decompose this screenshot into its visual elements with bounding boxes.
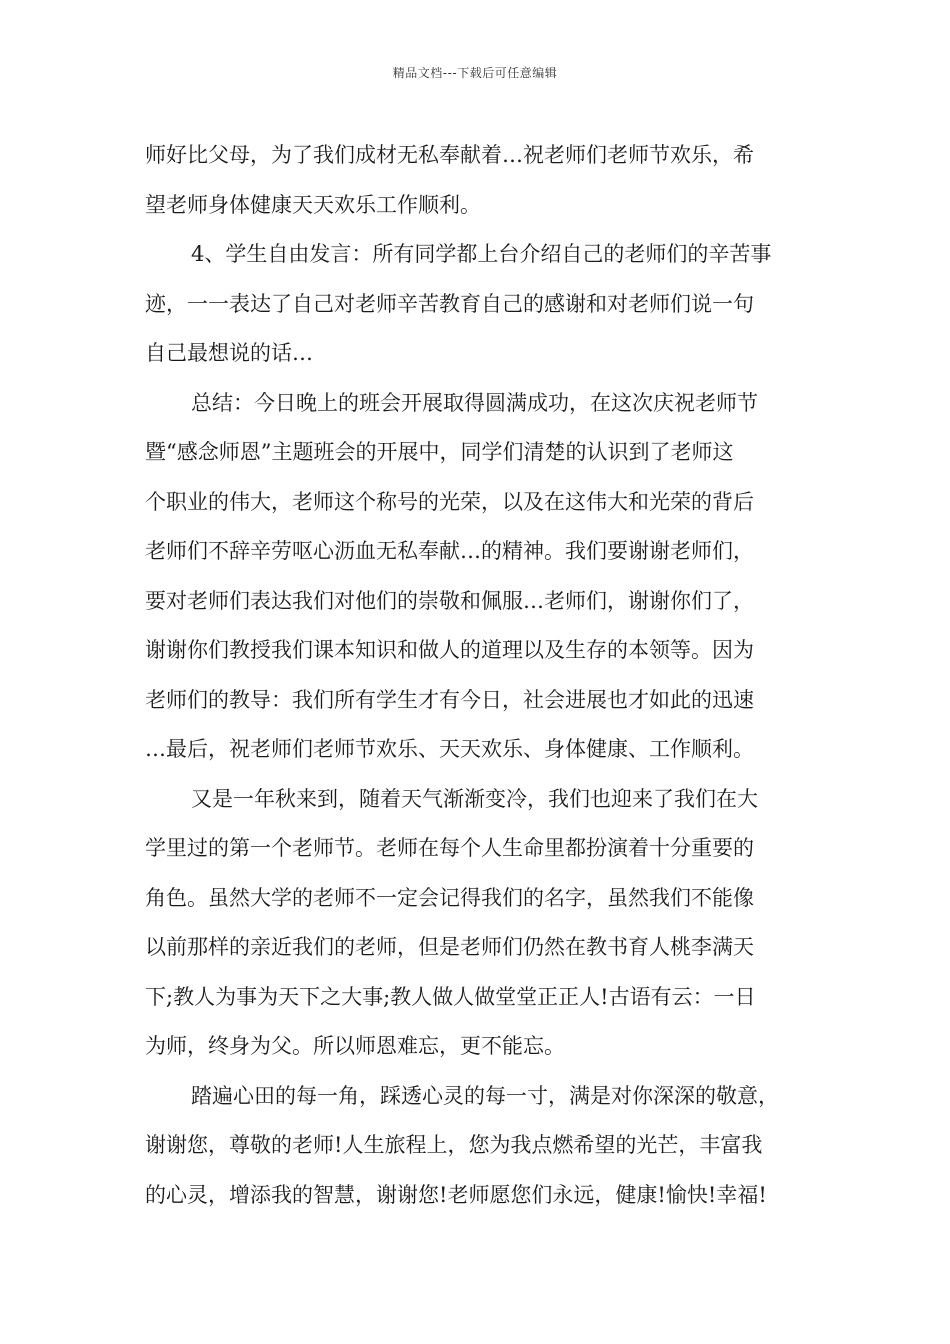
text-line: 4、学生自由发言：所有同学都上台介绍自己的老师们的辛苦事 [191, 242, 772, 266]
text-line: 为师，终身为父。所以师恩难忘，更不能忘。 [145, 1034, 565, 1058]
text-line: 角色。虽然大学的老师不一定会记得我们的名字，虽然我们不能像 [145, 885, 754, 910]
text-line: 总结：今日晚上的班会开展取得圆满成功，在这次庆祝老师节 [191, 390, 758, 415]
text-line: 又是一年秋来到，随着天气渐渐变冷，我们也迎来了我们在大 [191, 786, 758, 811]
text-line: …最后，祝老师们老师节欢乐、天天欢乐、身体健康、工作顺利。 [145, 737, 754, 761]
paragraph-2 [145, 230, 805, 379]
paragraph-5 [145, 1072, 805, 1221]
text-line: 个职业的伟大，老师这个称号的光荣，以及在这伟大和光荣的背后 [145, 489, 754, 514]
text-line: 踏遍心田的每一角，踩透心灵的每一寸，满是对你深深的敬意， [191, 1083, 779, 1108]
text-line: 学里过的第一个老师节。老师在每个人生命里都扮演着十分重要的 [145, 836, 754, 860]
text-line: 望老师身体健康天天欢乐工作顺利。 [145, 192, 481, 217]
text-line: 谢谢你们教授我们课本知识和做人的道理以及生存的本领等。因为 [145, 638, 754, 662]
text-line: 以前那样的亲近我们的老师，但是老师们仍然在教书育人桃李满天 [145, 935, 754, 959]
text-line: 自己最想说的话… [145, 341, 313, 365]
page-header: 精品文档---下载后可任意编辑 [392, 66, 558, 80]
document-body [145, 131, 805, 1220]
paragraph-1 [145, 131, 805, 230]
text-line: 谢谢您，尊敬的老师!人生旅程上，您为我点燃希望的光芒，丰富我 [145, 1133, 763, 1157]
text-line: 要对老师们表达我们对他们的崇敬和佩服…老师们，谢谢你们了， [145, 588, 754, 613]
text-line: 老师们不辞辛劳呕心沥血无私奉献…的精神。我们要谢谢老师们， [145, 539, 754, 563]
text-line: 下;教人为事为天下之大事;教人做人做堂堂正正人!古语有云：一日 [145, 984, 756, 1009]
text-line: 师好比父母，为了我们成材无私奉献着…祝老师们老师节欢乐，希 [145, 143, 754, 167]
paragraph-4 [145, 775, 805, 1072]
text-line: 的心灵，增添我的智慧，谢谢您!老师愿您们永远，健康!愉快!幸福! [145, 1182, 767, 1207]
text-line: 迹，一一表达了自己对老师辛苦教育自己的感谢和对老师们说一句 [145, 291, 754, 316]
text-line: 暨“感念师恩”主题班会的开展中，同学们清楚的认识到了老师这 [145, 440, 734, 464]
text-line: 老师们的教导：我们所有学生才有今日，社会进展也才如此的迅速 [145, 687, 754, 712]
paragraph-3 [145, 379, 805, 775]
